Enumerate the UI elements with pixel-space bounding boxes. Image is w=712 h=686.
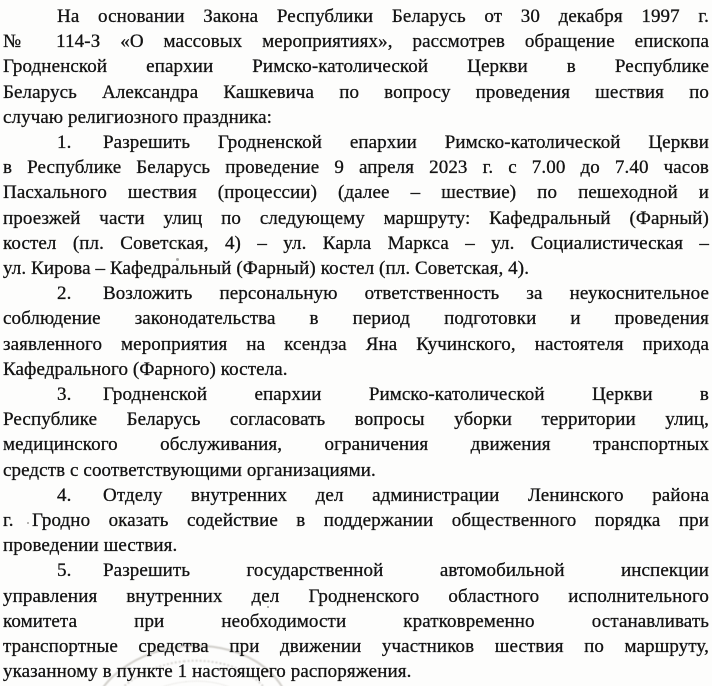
text-line [3, 558, 709, 583]
text-line [3, 130, 709, 155]
line-text: Возложить персональную ответственность за неукоснительное [103, 283, 709, 305]
text-line [3, 155, 709, 180]
text-line [3, 584, 709, 609]
line-text: в Республике Беларусь проведение 9 апреля 2023 г. с 7.00 до 7.40 часов [3, 157, 709, 179]
line-text: костел (пл. Советская, 4) – ул. Карла Маркса – ул. Социалистическая – [3, 232, 709, 254]
text-line [3, 407, 709, 432]
line-text: На основании Закона Республики Беларусь от 30 декабря 1997 г. [57, 6, 709, 27]
line-text: Гродненской епархии Римско-католической Церкви в [103, 384, 709, 406]
text-line [3, 281, 709, 306]
line-text: г. Гродно оказать содействие в поддержании общественного порядка при [3, 510, 709, 532]
text-line [3, 80, 709, 105]
text-line [3, 634, 709, 659]
line-text: Гродненской епархии Римско-католической Церкви в Республике [3, 56, 709, 78]
text-line [3, 206, 709, 231]
item-number: 5. [57, 560, 72, 582]
line-text: транспортные средства при движении участников шествия по маршруту, [3, 636, 709, 658]
line-text: Беларусь Александра Кашкевича по вопросу проведения шествия по [3, 81, 709, 103]
item-number: 4. [57, 484, 72, 506]
line-text: комитета при необходимости кратковременно останавливать [3, 610, 709, 632]
line-text: ул. Кирова – Кафедральный (Фарный) костел (пл. Советская, 4). [3, 258, 530, 280]
line-text: Разрешить государственной автомобильной инспекции [103, 560, 709, 582]
line-text: Пасхального шествия (процессии) (далее – шествие) по пешеходной и [3, 182, 709, 204]
line-text: медицинского обслуживания, ограничения движения транспортных [3, 434, 709, 456]
text-line [3, 382, 709, 407]
text-line [3, 332, 709, 357]
intro-paragraph [3, 4, 709, 130]
text-line [3, 4, 709, 29]
text-line [3, 29, 709, 54]
line-text: Разрешить Гродненской епархии Римско-католической Церкви [103, 132, 709, 154]
text-line [3, 256, 709, 281]
numbered-item-2 [3, 281, 709, 382]
text-line [3, 432, 709, 457]
text-line [3, 483, 709, 508]
text-line [3, 306, 709, 331]
line-text: управления внутренних дел Гродненского областного исполнительного [3, 585, 709, 607]
item-number: 3. [57, 384, 72, 406]
line-text: Отделу внутренних дел администрации Ленинского района [103, 484, 709, 506]
numbered-item-5 [3, 558, 709, 684]
line-text: Кафедрального (Фарного) костела. [3, 358, 288, 380]
line-text: указанному в пункте 1 настоящего распоряжения. [3, 661, 412, 683]
line-text: средств с соответствующими организациями. [3, 459, 376, 481]
text-line [3, 508, 709, 533]
text-line [3, 357, 709, 382]
text-line [3, 54, 709, 79]
numbered-item-3 [3, 382, 709, 483]
text-line [3, 458, 709, 483]
item-number: 2. [57, 283, 72, 305]
line-text: случаю религиозного праздника: [3, 106, 273, 128]
line-text: соблюдение законодательства в период подготовки и проведения [3, 308, 709, 330]
text-line [3, 609, 709, 634]
line-text: заявленного мероприятия на ксендза Яна Кучинского, настоятеля прихода [3, 333, 709, 355]
line-text: проведении шествия. [3, 535, 178, 557]
line-text: № 114-З «О массовых мероприятиях», рассмотрев обращение епископа [3, 31, 709, 53]
numbered-item-1 [3, 130, 709, 281]
item-number: 1. [57, 132, 72, 154]
line-text: Республике Беларусь согласовать вопросы уборки территории улиц, [3, 409, 709, 431]
text-line [3, 180, 709, 205]
text-line [3, 533, 709, 558]
text-line [3, 231, 709, 256]
line-text: проезжей части улиц по следующему маршруту: Кафедральный (Фарный) [3, 207, 709, 229]
text-line [3, 105, 709, 130]
numbered-item-4 [3, 483, 709, 559]
text-line [3, 659, 709, 684]
